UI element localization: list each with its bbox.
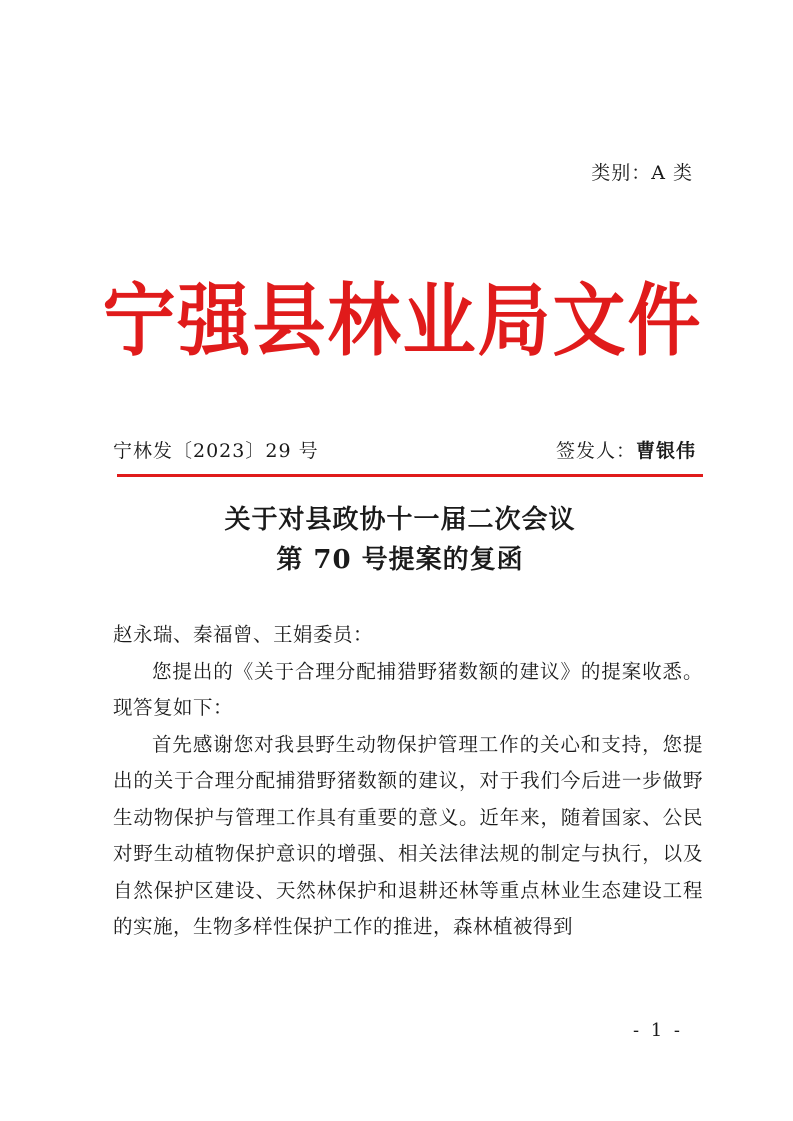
body-paragraph-2: 首先感谢您对我县野生动物保护管理工作的关心和支持，您提出的关于合理分配捕猎野猪数额的建议，对于我们今后进一步做野生动物保护与管理工作具有重要的意义。近年来，随着国家、公民对野生动植物保护意识的增强、相关法律法规的制定与执行，以及自然保护区建设、天然林保护和退耕还林等重点林业生态建设工程的实施，生物多样性保护工作的推进，森林植被得到: [113, 732, 703, 938]
signer-name: 曹银伟: [635, 440, 696, 462]
document-body: [113, 617, 703, 946]
page-number: - 1 -: [632, 1020, 683, 1041]
document-category: 类别：A 类: [591, 162, 693, 184]
salutation: 赵永瑞、秦福曾、王娟委员：: [113, 623, 374, 646]
document-header-title: 宁强县林业局文件: [102, 275, 703, 368]
document-title-line-1: 关于对县政协十一届二次会议: [224, 505, 576, 535]
body-paragraph-1: 您提出的《关于合理分配捕猎野猪数额的建议》的提案收悉。现答复如下：: [113, 659, 703, 719]
document-title: [100, 500, 700, 580]
document-title-line-2: 第 70 号提案的复函: [276, 545, 524, 575]
header-divider-line: [117, 474, 703, 477]
signer: [556, 436, 696, 463]
document-number: 宁林发〔2023〕29 号: [113, 440, 319, 462]
signer-label: 签发人：: [555, 440, 636, 462]
